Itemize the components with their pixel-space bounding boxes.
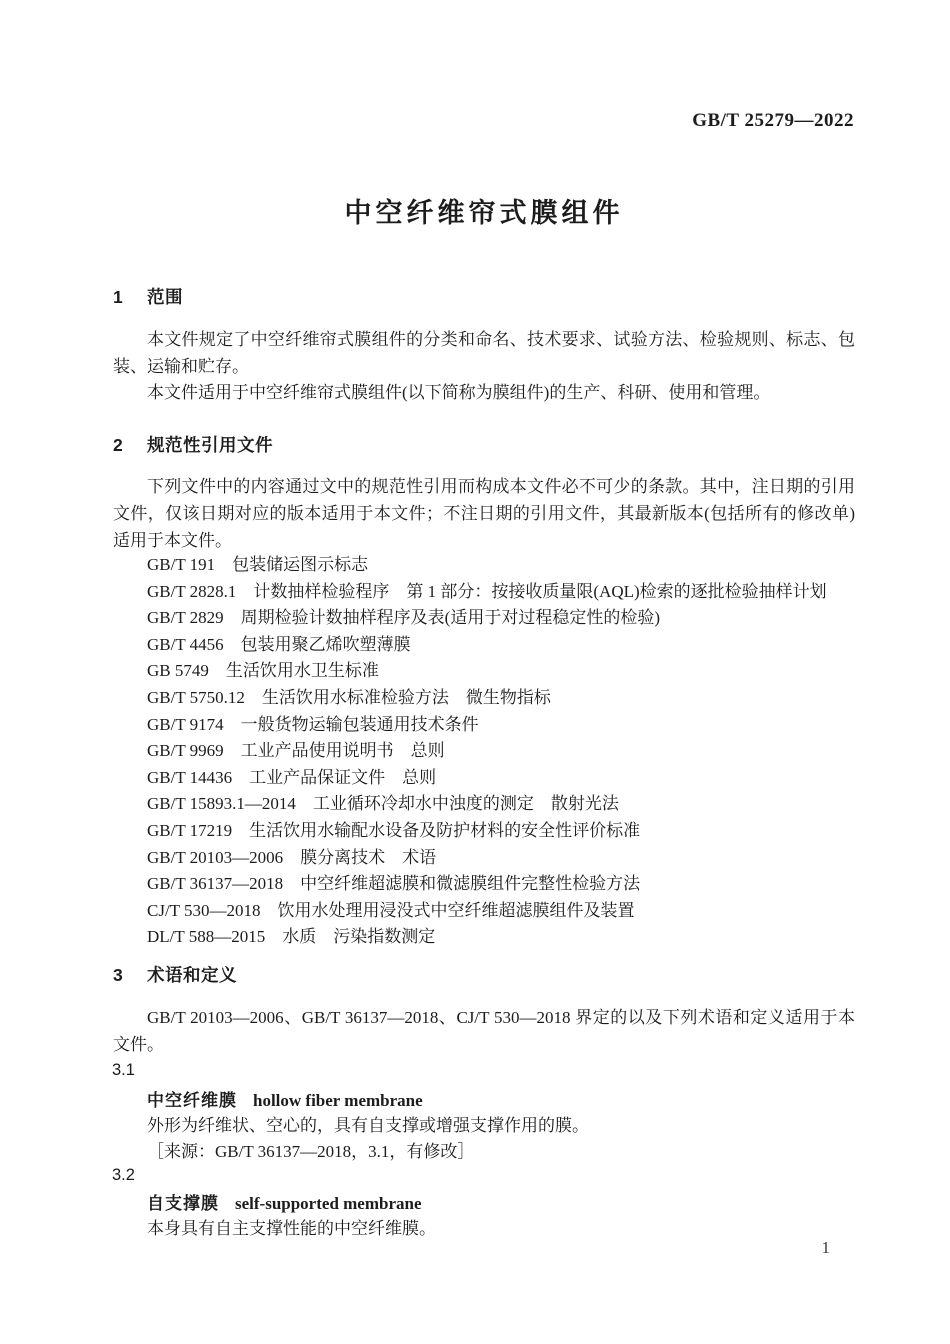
reference-item: GB 5749 生活饮用水卫生标准 — [147, 661, 379, 681]
term-3-2-zh: 自支撑膜 — [147, 1194, 219, 1213]
reference-item: GB/T 17219 生活饮用水输配水设备及防护材料的安全性评价标准 — [147, 820, 641, 840]
reference-item: DL/T 588—2015 水质 污染指数测定 — [147, 927, 436, 947]
term-3-1-en: hollow fiber membrane — [253, 1091, 423, 1110]
reference-item: GB/T 15893.1—2014 工业循环冷却水中浊度的测定 散射光法 — [147, 794, 619, 814]
section-2-intro: 下列文件中的内容通过文中的规范性引用而构成本文件必不可少的条款。其中，注日期的引用文件，仅该日期对应的版本适用于本文件；不注日期的引用文件，其最新版本(包括所有的修改单)适用于本文件。 — [113, 477, 855, 550]
term-3-2-definition: 本身具有自主支撑性能的中空纤维膜。 — [147, 1219, 436, 1238]
reference-item: GB/T 2828.1 计数抽样检验程序 第 1 部分：按接收质量限(AQL)检索的逐批检验抽样计划 — [147, 581, 827, 601]
term-3-1-number: 3.1 — [112, 1061, 135, 1079]
section-3-number: 3 — [113, 965, 124, 985]
reference-item: GB/T 2829 周期检验计数抽样程序及表(适用于对过程稳定性的检验) — [147, 608, 660, 628]
term-3-1-zh: 中空纤维膜 — [147, 1091, 237, 1110]
section-3-intro: GB/T 20103—2006、GB/T 36137—2018、CJ/T 530—2018 界定的以及下列术语和定义适用于本文件。 — [113, 1008, 855, 1054]
section-3-heading — [113, 962, 237, 987]
section-1-number: 1 — [113, 287, 124, 307]
reference-item: GB/T 36137—2018 中空纤维超滤膜和微滤膜组件完整性检验方法 — [147, 874, 641, 894]
term-3-1-source: ［来源：GB/T 36137—2018，3.1，有修改］ — [147, 1142, 475, 1161]
section-1-label: 范围 — [147, 287, 183, 307]
section-3-label: 术语和定义 — [147, 965, 237, 985]
standard-code: GB/T 25279—2022 — [692, 110, 854, 131]
term-3-2-number: 3.2 — [112, 1166, 135, 1184]
page-number: 1 — [821, 1238, 830, 1257]
normative-references-list — [147, 552, 859, 951]
term-3-1-definition: 外形为纤维状、空心的，具有自支撑或增强支撑作用的膜。 — [147, 1116, 589, 1135]
section-2-label: 规范性引用文件 — [147, 435, 273, 455]
section-2-heading — [113, 432, 273, 457]
reference-item: GB/T 5750.12 生活饮用水标准检验方法 微生物指标 — [147, 687, 551, 707]
document-title: 中空纤维帘式膜组件 — [344, 198, 624, 228]
reference-item: CJ/T 530—2018 饮用水处理用浸没式中空纤维超滤膜组件及装置 — [147, 900, 635, 920]
reference-item: GB/T 191 包装储运图示标志 — [147, 555, 369, 574]
section-1-heading — [113, 284, 183, 309]
term-3-2-title — [147, 1189, 422, 1214]
section-1-paragraph-1: 本文件规定了中空纤维帘式膜组件的分类和命名、技术要求、试验方法、检验规则、标志、包装、运输和贮存。 — [113, 330, 855, 376]
reference-item: GB/T 20103—2006 膜分离技术 术语 — [147, 847, 437, 867]
reference-item: GB/T 9969 工业产品使用说明书 总则 — [147, 741, 445, 761]
term-3-1-title — [147, 1086, 423, 1111]
section-2-number: 2 — [113, 435, 124, 455]
section-1-paragraph-2: 本文件适用于中空纤维帘式膜组件(以下简称为膜组件)的生产、科研、使用和管理。 — [147, 383, 771, 402]
reference-item: GB/T 9174 一般货物运输包装通用技术条件 — [147, 714, 479, 734]
reference-item: GB/T 14436 工业产品保证文件 总则 — [147, 767, 437, 787]
reference-item: GB/T 4456 包装用聚乙烯吹塑薄膜 — [147, 634, 411, 654]
term-3-2-en: self-supported membrane — [235, 1194, 422, 1213]
